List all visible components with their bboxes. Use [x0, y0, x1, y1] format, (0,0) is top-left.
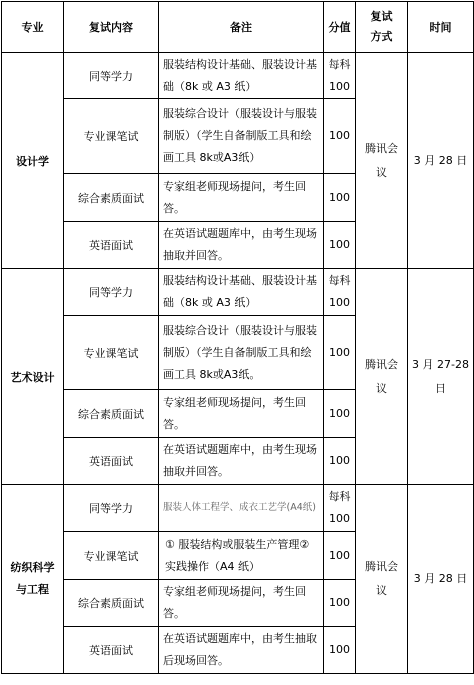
exam-note: 服装综合设计（服装设计与服装制版）（学生自备制版工具和绘画工具 8k或A3纸） [159, 99, 324, 174]
exam-score: 100 [324, 438, 356, 485]
exam-item: 综合素质面试 [64, 390, 159, 438]
exam-time: 3 月 27-28 日 [408, 269, 474, 485]
exam-item: 综合素质面试 [64, 580, 159, 627]
header-mode: 复试 方式 [356, 2, 408, 53]
exam-item: 英语面试 [64, 627, 159, 674]
exam-mode: 腾讯会 议 [356, 53, 408, 269]
table-row [2, 53, 474, 99]
exam-item: 同等学力 [64, 485, 159, 532]
exam-note: 服装人体工程学、成衣工艺学(A4纸) [159, 485, 324, 532]
exam-item: 专业课笔试 [64, 532, 159, 580]
exam-note: 服装综合设计（服装设计与服装制版）（学生自备制版工具和绘画工具 8k或A3纸。 [159, 316, 324, 390]
exam-note: 专家组老师现场提问，考生回答。 [159, 390, 324, 438]
exam-item: 英语面试 [64, 222, 159, 269]
exam-item: 同等学力 [64, 53, 159, 99]
header-time: 时间 [408, 2, 474, 53]
exam-item: 英语面试 [64, 438, 159, 485]
exam-item: 专业课笔试 [64, 316, 159, 390]
table-row [2, 269, 474, 316]
exam-schedule-table [1, 1, 474, 674]
exam-score: 每科 100 [324, 269, 356, 316]
exam-mode: 腾讯会 议 [356, 485, 408, 674]
header-major: 专业 [2, 2, 64, 53]
exam-time: 3 月 28 日 [408, 485, 474, 674]
exam-note: 服装结构设计基础、服装设计基础（8k 或 A3 纸） [159, 53, 324, 99]
exam-note: 服装结构设计基础、服装设计基础（8k 或 A3 纸） [159, 269, 324, 316]
exam-item: 专业课笔试 [64, 99, 159, 174]
exam-mode: 腾讯会 议 [356, 269, 408, 485]
major-cell: 艺术设计 [2, 269, 64, 485]
exam-note: 专家组老师现场提问，考生回答。 [159, 580, 324, 627]
major-cell: 设计学 [2, 53, 64, 269]
table-row [2, 485, 474, 532]
header-score: 分值 [324, 2, 356, 53]
exam-score: 100 [324, 390, 356, 438]
exam-score: 100 [324, 580, 356, 627]
exam-score: 100 [324, 627, 356, 674]
exam-score: 100 [324, 174, 356, 222]
exam-score: 100 [324, 99, 356, 174]
exam-score: 100 [324, 316, 356, 390]
table-header-row [2, 2, 474, 53]
exam-note: 在英语试题题库中，由考生抽取后现场回答。 [159, 627, 324, 674]
header-content: 复试内容 [64, 2, 159, 53]
exam-score: 每科 100 [324, 53, 356, 99]
major-cell: 纺织科学 与工程 [2, 485, 64, 674]
exam-score: 100 [324, 222, 356, 269]
exam-time: 3 月 28 日 [408, 53, 474, 269]
exam-item: 综合素质面试 [64, 174, 159, 222]
exam-note: 在英语试题题库中，由考生现场抽取并回答。 [159, 222, 324, 269]
exam-item: 同等学力 [64, 269, 159, 316]
exam-note: 在英语试题题库中，由考生现场抽取并回答。 [159, 438, 324, 485]
exam-score: 每科 100 [324, 485, 356, 532]
exam-note: ① 服装结构或服装生产管理②实践操作（A4 纸） [159, 532, 324, 580]
exam-score: 100 [324, 532, 356, 580]
header-note: 备注 [159, 2, 324, 53]
exam-note: 专家组老师现场提问，考生回答。 [159, 174, 324, 222]
